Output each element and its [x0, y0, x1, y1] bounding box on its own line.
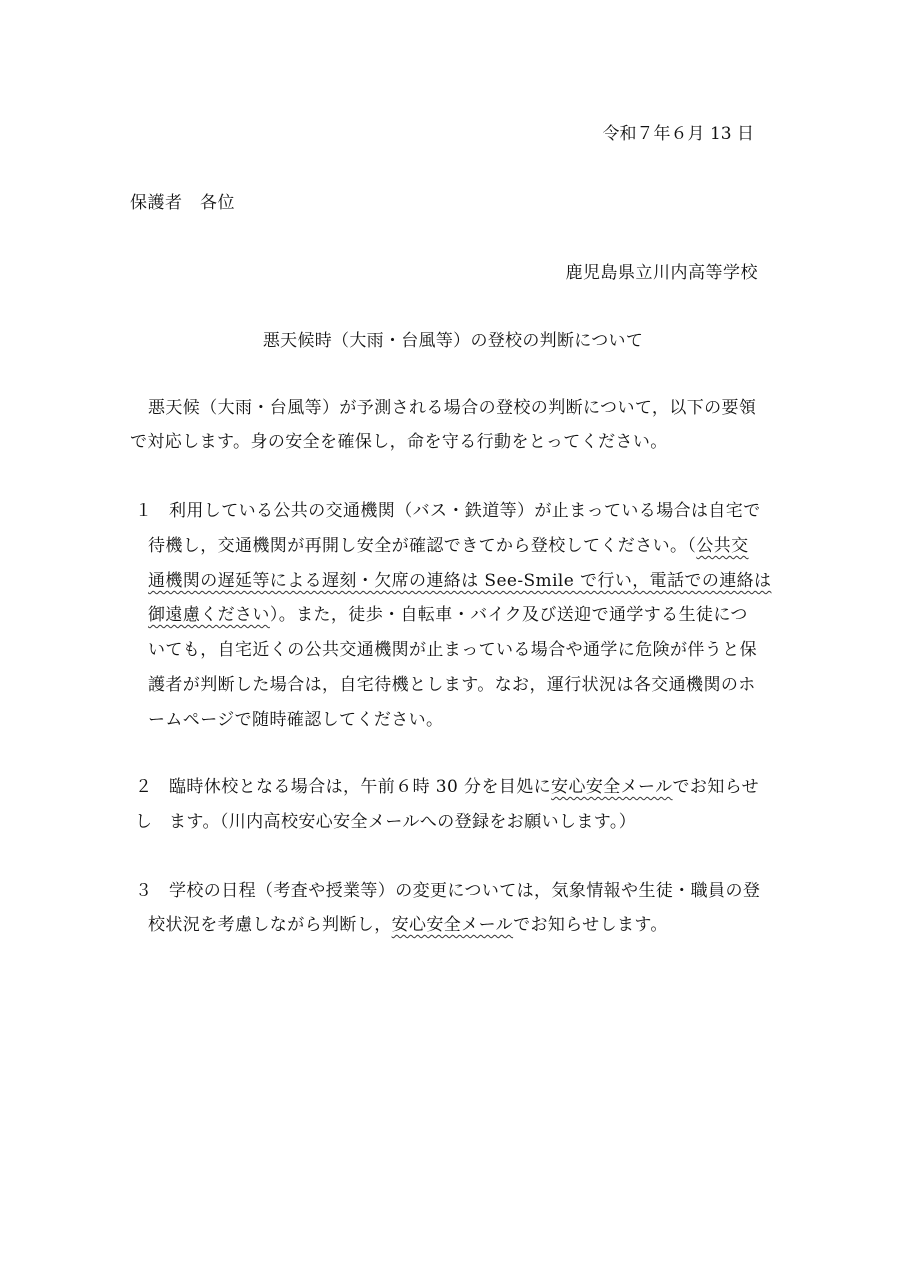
item-1-line-7: ームページで随時確認してください。: [148, 710, 444, 730]
item-2-line-2: [135, 814, 636, 831]
item-2-line-2-lead: し: [135, 812, 153, 832]
item-2-line-1: [135, 779, 759, 796]
item-2-text-1u: 安心安全メール: [551, 777, 673, 797]
item-1-number: １: [135, 501, 153, 521]
item-1-text-1: 利用している公共の交通機関（バス・鉄道等）が止まっている場合は自宅で: [169, 501, 761, 521]
item-1-line-5: いても，自宅近くの公共交通機関が止まっている場合や通学に危険が伴うと保: [148, 640, 757, 660]
item-1-line-3: [148, 573, 771, 590]
sender-school: 鹿児島県立川内高等学校: [565, 263, 758, 283]
item-1-text-3u: 通機関の遅延等による遅刻・欠席の連絡は See-Smile で行い，電話での連絡は: [148, 571, 772, 591]
item-3-text-2u: 安心安全メール: [391, 915, 514, 935]
item-1-text-2u: 公共交: [696, 536, 749, 556]
item-1-text-2a: 待機し，交通機関が再開し安全が確認できてから登校してください。（: [148, 536, 697, 556]
item-1-text-4u: 御遠慮ください: [148, 605, 270, 625]
item-2-text-1b: でお知らせ: [672, 777, 760, 797]
addressee: 保護者 各位: [130, 193, 235, 213]
item-1-line-1: [135, 503, 761, 520]
item-1-text-4b: ）。また，徒歩・自転車・バイク及び送迎で通学する生徒につ: [269, 605, 748, 625]
item-3-line-1: [135, 883, 760, 900]
intro-line-2: で対応します。身の安全を確保し，命を守る行動をとってください。: [130, 432, 668, 452]
item-2-text-1a: 臨時休校となる場合は，午前６時 30 分を目処に: [169, 777, 552, 797]
item-3-line-2: [148, 917, 668, 934]
document-title: 悪天候時（大雨・台風等）の登校の判断について: [262, 331, 644, 351]
item-3-text-2a: 校状況を考慮しながら判断し，: [148, 915, 392, 935]
item-1-line-6: 護者が判断した場合は，自宅待機とします。なお，運行状況は各交通機関のホ: [148, 675, 756, 695]
item-2-number: ２: [135, 777, 153, 797]
item-1-line-4: [148, 607, 748, 624]
item-3-text-2b: でお知らせします。: [513, 915, 668, 935]
item-3-number: ３: [135, 881, 153, 901]
document-date: 令和７年６月 13 日: [602, 124, 754, 144]
intro-line-1: 悪天候（大雨・台風等）が予測される場合の登校の判断について，以下の要領: [148, 398, 757, 418]
item-1-line-2: [148, 538, 749, 555]
item-3-text-1: 学校の日程（考査や授業等）の変更については，気象情報や生徒・職員の登: [169, 881, 761, 901]
item-2-text-2: ます。（川内高校安心安全メールへの登録をお願いします。）: [169, 812, 637, 832]
